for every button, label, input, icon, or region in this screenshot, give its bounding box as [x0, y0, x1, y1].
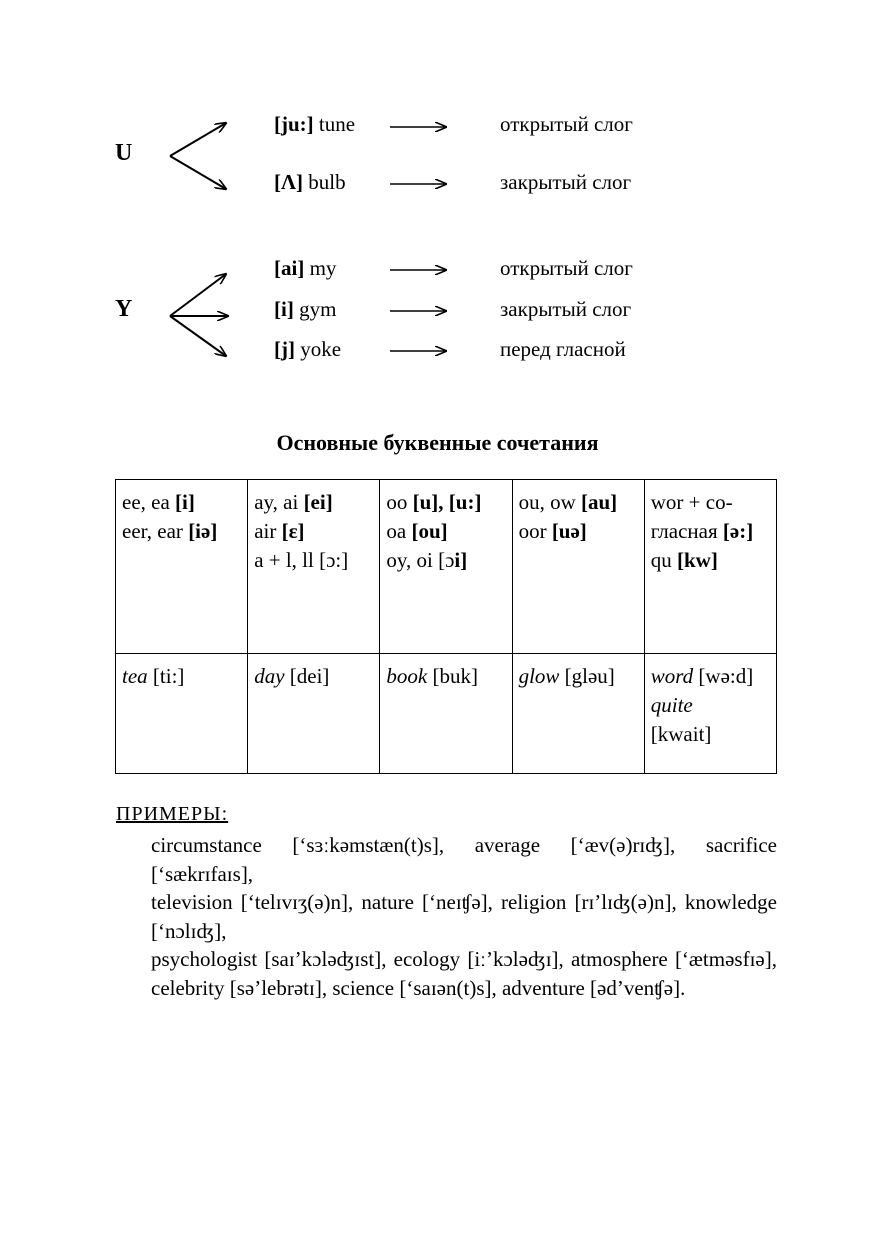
table-cell: day [dei]: [248, 654, 380, 774]
word: my: [309, 256, 337, 280]
y-branch-up-arrow: [170, 274, 226, 316]
y-rule-1: открытый слог: [500, 256, 633, 280]
letter-y: Y: [115, 296, 133, 322]
table-row: [116, 480, 777, 654]
u-row-2: [274, 172, 346, 193]
sound: [ai]: [274, 256, 305, 280]
sound: [ju:]: [274, 112, 314, 136]
u-branch-down-arrow: [170, 156, 226, 189]
examples-paragraph-2: television [‘telɪvɪʒ(ə)n], nature [‘neɪʧə], religion [rɪ’lɪʤ(ə)n], knowledge [‘nɔlɪʤ],: [151, 890, 777, 943]
u-branch-up-arrow: [170, 123, 226, 156]
u-rule-2: закрытый слог: [500, 170, 632, 194]
word: gym: [299, 297, 337, 321]
word: bulb: [308, 170, 346, 194]
sound: [Λ]: [274, 170, 304, 194]
table-cell: tea [ti:]: [116, 654, 248, 774]
u-rule-1: открытый слог: [500, 112, 633, 136]
table-cell: ay, ai [ei] air [ε] a + l, ll [ɔ:]: [248, 480, 380, 654]
y-row-2: [274, 299, 336, 320]
sound: [j]: [274, 337, 295, 361]
sound: [i]: [274, 297, 294, 321]
table-cell: ou, ow [au] oor [uə]: [512, 480, 644, 654]
y-rule-3: перед гласной: [500, 337, 626, 361]
table-cell: glow [gləu]: [512, 654, 644, 774]
letter-combinations-table: [115, 479, 777, 774]
table-cell: word [wə:d] quite [kwait]: [644, 654, 776, 774]
examples-label: ПРИМЕРЫ:: [116, 803, 229, 825]
y-branch-down-arrow: [170, 316, 226, 356]
examples-paragraph-3: psychologist [saɪ’kɔləʤɪst], ecology [iː’kɔləʤɪ], atmosphere [‘ætməsfɪə], celebrity [sə’lebrətɪ], science [‘saɪən(t)s], adventure [əd’venʧə].: [151, 947, 777, 1000]
table-row: [116, 654, 777, 774]
arrows-diagram: [0, 0, 875, 420]
u-row-1: [274, 114, 355, 135]
table-cell: wor + со- гласная [ə:] qu [kw]: [644, 480, 776, 654]
table-cell: book [buk]: [380, 654, 512, 774]
word: yoke: [300, 337, 342, 361]
y-rule-2: закрытый слог: [500, 297, 632, 321]
y-row-1: [274, 258, 336, 279]
section-title: Основные буквенные сочетания: [276, 430, 599, 455]
examples-paragraph-1: circumstance [‘sɜːkəmstæn(t)s], average [‘æv(ə)rɪʤ], sacrifice [‘sækrɪfaɪs],: [151, 833, 777, 886]
word: tune: [318, 112, 356, 136]
y-row-3: [274, 339, 341, 360]
table-cell: oo [u], [u:] oa [ou] oy, oi [ɔi]: [380, 480, 512, 654]
letter-u: U: [115, 140, 133, 166]
table-cell: ee, ea [i] eer, ear [iə]: [116, 480, 248, 654]
